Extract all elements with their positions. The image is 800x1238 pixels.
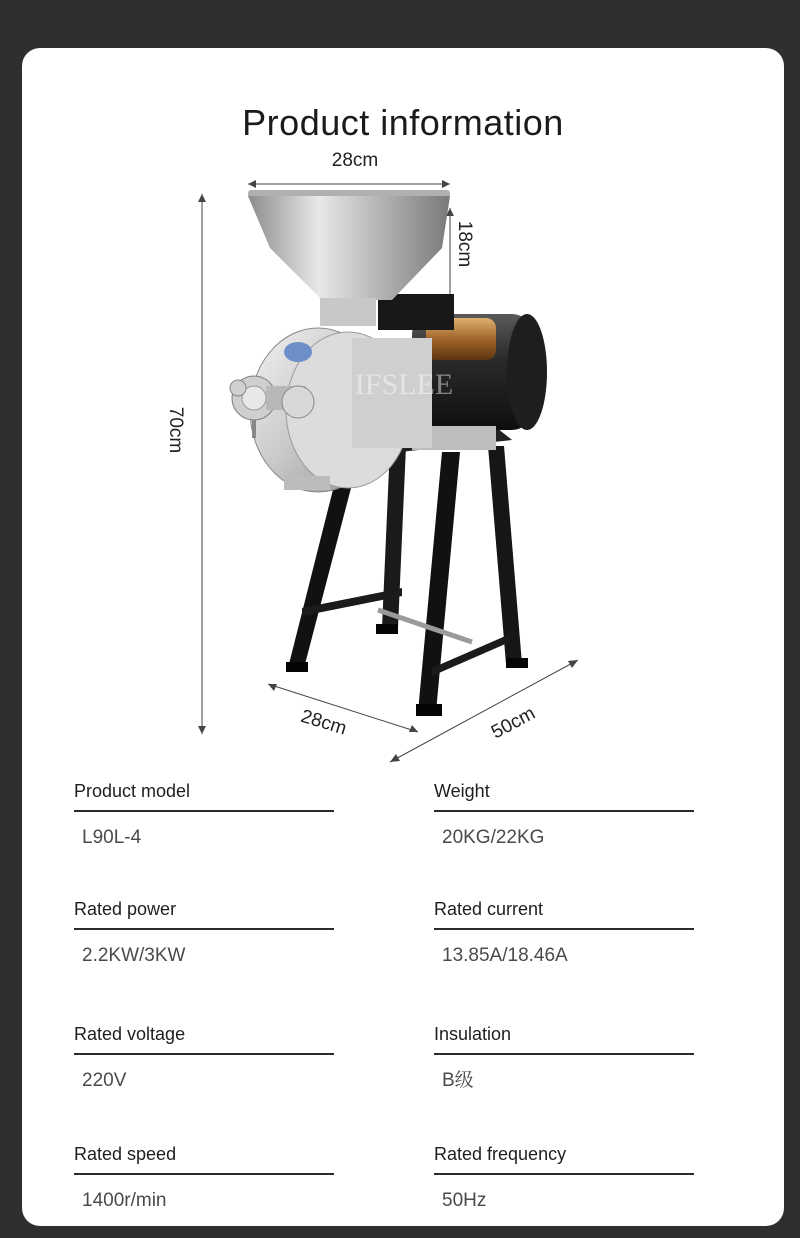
spec-label: Rated frequency	[434, 1143, 694, 1175]
base-length-label: 50cm	[487, 702, 539, 744]
spec-rated-speed	[74, 1143, 334, 1213]
spec-value: 2.2KW/3KW	[82, 945, 186, 966]
spec-label: Insulation	[434, 1023, 694, 1055]
hopper-width-dimension	[248, 150, 450, 188]
spec-insulation	[434, 1023, 694, 1093]
spec-value: B级	[442, 1070, 474, 1091]
spec-value: 13.85A/18.46A	[442, 945, 568, 966]
total-height-label: 70cm	[165, 406, 186, 454]
spec-value: L90L-4	[82, 827, 142, 848]
spec-rated-voltage	[74, 1023, 334, 1093]
spec-label: Rated current	[434, 898, 694, 930]
hopper-height-dimension	[446, 208, 475, 302]
page-title: Product information	[242, 102, 564, 143]
grinder-machine-illustration	[230, 190, 547, 716]
base-depth-label: 28cm	[298, 705, 349, 740]
spec-value: 1400r/min	[82, 1190, 167, 1211]
spec-rated-power	[74, 898, 334, 968]
watermark: IFSLEE	[354, 368, 454, 401]
spec-rated-frequency	[434, 1143, 694, 1213]
spec-label: Product model	[74, 780, 334, 812]
total-height-dimension	[165, 194, 206, 734]
spec-value: 20KG/22KG	[442, 827, 545, 848]
spec-weight	[434, 780, 694, 850]
spec-label: Rated power	[74, 898, 334, 930]
spec-value: 220V	[82, 1070, 127, 1091]
spec-value: 50Hz	[442, 1190, 487, 1211]
spec-label: Rated speed	[74, 1143, 334, 1175]
spec-rated-current	[434, 898, 694, 968]
spec-label: Weight	[434, 780, 694, 812]
product-info-card	[22, 48, 784, 1226]
hopper-width-label: 28cm	[331, 150, 379, 171]
base-depth-dimension	[268, 684, 418, 740]
spec-label: Rated voltage	[74, 1023, 334, 1055]
hopper-height-label: 18cm	[454, 220, 475, 268]
product-diagram	[22, 48, 784, 788]
spec-product-model	[74, 780, 334, 850]
